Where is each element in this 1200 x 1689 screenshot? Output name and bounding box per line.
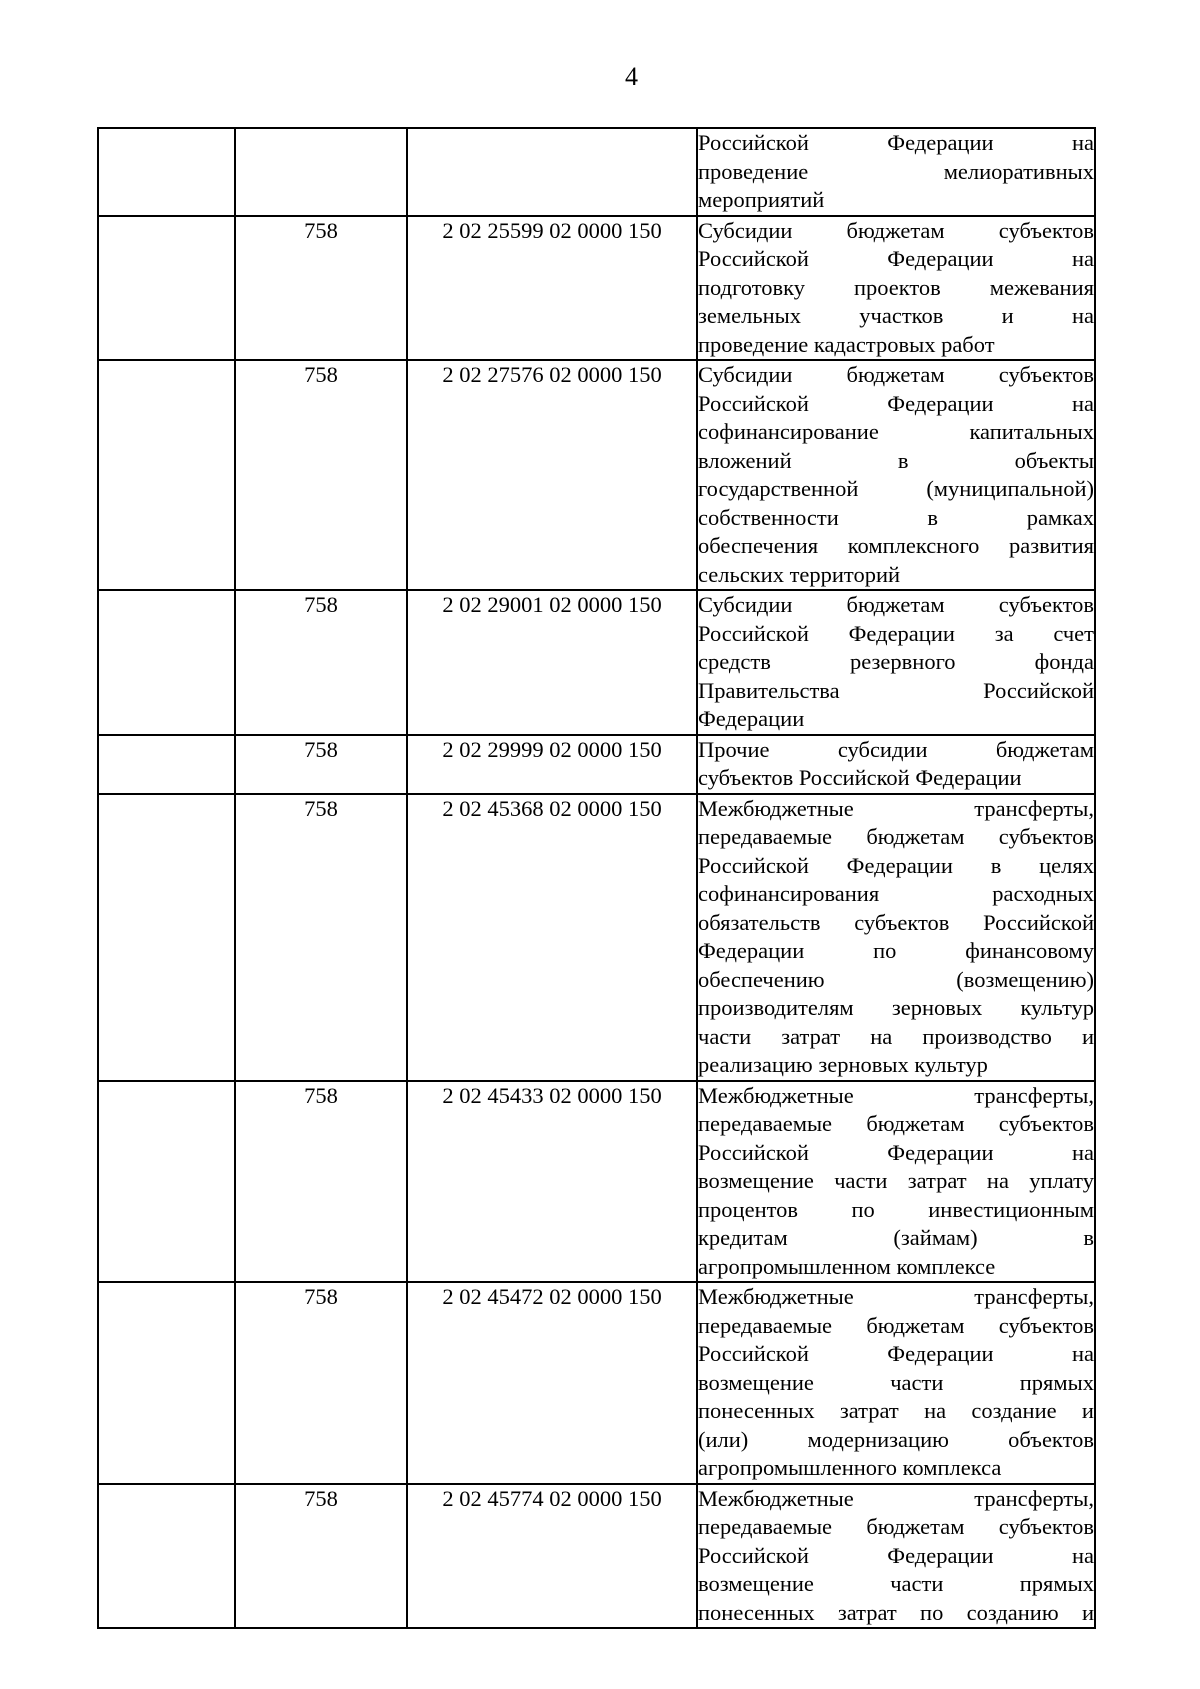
- description-line: [698, 158, 1094, 187]
- description-line: агропромышленного комплекса: [698, 1455, 1002, 1480]
- empty-cell: [98, 590, 235, 735]
- description-word: прямых: [1019, 1369, 1094, 1395]
- description-line: [698, 1224, 1094, 1253]
- description-word: и: [1081, 1599, 1094, 1625]
- description-word: софинансирование: [698, 419, 879, 444]
- description-word: средств: [698, 649, 771, 674]
- description-word: затрат: [907, 1168, 967, 1193]
- description-line: [698, 677, 1094, 706]
- description-word: государственной: [698, 476, 859, 501]
- description-word: проведение: [698, 158, 809, 184]
- description-word: трансферты,: [974, 795, 1094, 821]
- description-word: объектов: [1008, 1426, 1094, 1452]
- description-word: субъектов: [998, 362, 1094, 387]
- description-word: (займам): [893, 1225, 978, 1250]
- description-word: мелиоративных: [943, 158, 1094, 184]
- table-row: [98, 590, 1095, 735]
- admin-code-cell: 758: [235, 590, 407, 735]
- description-line: [698, 736, 1094, 765]
- description-line: [698, 880, 1094, 909]
- description-cell: [697, 735, 1095, 794]
- table-row: [98, 216, 1095, 361]
- table-row: [98, 794, 1095, 1081]
- kbk-code-cell: 2 02 29001 02 0000 150: [407, 590, 697, 735]
- description-line: [698, 1110, 1094, 1139]
- description-word: фонда: [1034, 649, 1094, 674]
- description-line: [698, 1485, 1094, 1514]
- table-row: [98, 360, 1095, 590]
- description-word: передаваемые: [698, 1514, 833, 1539]
- description-word: Субсидии: [698, 217, 793, 243]
- description-word: затрат: [781, 1023, 841, 1049]
- description-cell: [697, 128, 1095, 216]
- description-line: [698, 852, 1094, 881]
- description-line: [698, 1570, 1094, 1599]
- empty-cell: [98, 794, 235, 1081]
- description-word: Российской: [698, 852, 809, 878]
- description-line: [698, 1167, 1094, 1196]
- description-word: передаваемые: [698, 824, 833, 849]
- description-line: субъектов Российской Федерации: [698, 765, 1022, 790]
- description-word: прямых: [1019, 1571, 1094, 1596]
- description-word: субъектов: [998, 1111, 1094, 1136]
- table-row: [98, 1081, 1095, 1283]
- description-word: на: [870, 1023, 893, 1049]
- description-word: рамках: [1026, 504, 1094, 530]
- description-word: Российской: [698, 246, 809, 271]
- admin-code-cell: 758: [235, 216, 407, 361]
- description-word: процентов: [698, 1196, 799, 1222]
- description-line: [698, 1426, 1094, 1455]
- description-word: обеспечения: [698, 533, 819, 558]
- kbk-code-cell: 2 02 29999 02 0000 150: [407, 735, 697, 794]
- description-line: [698, 390, 1094, 419]
- description-word: создание: [971, 1398, 1057, 1423]
- description-line: [698, 447, 1094, 476]
- description-word: и: [1081, 1023, 1094, 1049]
- kbk-code-cell: [407, 128, 697, 216]
- description-word: обеспечению: [698, 966, 825, 992]
- admin-code-cell: 758: [235, 794, 407, 1081]
- description-word: бюджетам: [846, 362, 945, 387]
- description-word: счет: [1053, 620, 1094, 646]
- table-row: [98, 1484, 1095, 1629]
- description-line: [698, 274, 1094, 303]
- description-word: на: [1071, 246, 1094, 271]
- description-word: собственности: [698, 504, 839, 530]
- admin-code-cell: 758: [235, 1282, 407, 1484]
- description-word: бюджетам: [866, 1514, 965, 1539]
- description-word: обязательств: [698, 909, 821, 935]
- description-line: [698, 475, 1094, 504]
- description-word: передаваемые: [698, 1111, 833, 1136]
- description-word: проектов: [853, 274, 941, 300]
- description-line: [698, 1023, 1094, 1052]
- revenue-codes-table: [97, 127, 1096, 1629]
- description-cell: [697, 1282, 1095, 1484]
- description-line: [698, 823, 1094, 852]
- description-word: субъектов: [998, 592, 1094, 617]
- description-word: по: [873, 938, 897, 963]
- description-word: расходных: [992, 881, 1094, 906]
- description-word: возмещение: [698, 1571, 814, 1596]
- description-word: Федерации: [887, 130, 994, 155]
- description-word: возмещение: [698, 1369, 814, 1395]
- description-word: Федерации: [848, 620, 955, 646]
- description-line: [698, 504, 1094, 533]
- description-word: части: [890, 1369, 944, 1395]
- description-cell: [697, 360, 1095, 590]
- description-word: Федерации: [887, 1139, 994, 1165]
- description-word: участков: [859, 303, 944, 328]
- empty-cell: [98, 735, 235, 794]
- description-line: [698, 1082, 1094, 1111]
- description-word: трансферты,: [974, 1485, 1094, 1511]
- description-word: Федерации: [846, 852, 953, 878]
- description-line: [698, 966, 1094, 995]
- description-word: затрат: [839, 1398, 899, 1423]
- description-word: софинансирования: [698, 881, 880, 906]
- description-word: субъектов: [854, 909, 950, 935]
- description-word: части: [890, 1571, 944, 1596]
- description-line: [698, 1139, 1094, 1168]
- description-line: сельских территорий: [698, 561, 901, 587]
- description-word: межевания: [989, 274, 1094, 300]
- description-line: [698, 129, 1094, 158]
- description-line: [698, 1513, 1094, 1542]
- description-word: капитальных: [969, 419, 1094, 444]
- kbk-code-cell: 2 02 45472 02 0000 150: [407, 1282, 697, 1484]
- description-line: проведение кадастровых работ: [698, 331, 995, 357]
- admin-code-cell: [235, 128, 407, 216]
- description-word: Межбюджетные: [698, 1284, 854, 1309]
- description-line: [698, 937, 1094, 966]
- description-word: на: [1071, 1139, 1094, 1165]
- description-word: на: [986, 1168, 1009, 1193]
- description-line: [698, 591, 1094, 620]
- description-word: Правительства: [698, 677, 840, 703]
- description-word: трансферты,: [974, 1082, 1094, 1108]
- empty-cell: [98, 1484, 235, 1629]
- description-line: [698, 1312, 1094, 1341]
- table-row: [98, 735, 1095, 794]
- description-line: [698, 217, 1094, 246]
- description-line: [698, 1196, 1094, 1225]
- table-body: [98, 128, 1095, 1628]
- description-word: понесенных: [698, 1398, 815, 1423]
- description-cell: [697, 1081, 1095, 1283]
- table-row: [98, 128, 1095, 216]
- description-word: вложений: [698, 447, 792, 473]
- description-word: Федерации: [887, 1542, 994, 1568]
- description-word: культур: [1020, 995, 1094, 1020]
- kbk-code-cell: 2 02 45368 02 0000 150: [407, 794, 697, 1081]
- description-word: бюджетам: [866, 824, 965, 849]
- description-word: по: [920, 1599, 944, 1625]
- empty-cell: [98, 1081, 235, 1283]
- description-cell: [697, 1484, 1095, 1629]
- description-word: Федерации: [698, 938, 805, 963]
- description-word: Российской: [698, 390, 809, 416]
- description-word: и: [1001, 303, 1014, 328]
- description-word: бюджетам: [866, 1111, 965, 1136]
- description-cell: [697, 590, 1095, 735]
- description-word: (или): [698, 1426, 749, 1452]
- description-line: [698, 1340, 1094, 1369]
- description-word: части: [834, 1168, 888, 1193]
- description-word: инвестиционным: [928, 1196, 1094, 1222]
- kbk-code-cell: 2 02 45774 02 0000 150: [407, 1484, 697, 1629]
- description-word: на: [924, 1398, 947, 1423]
- description-word: субъектов: [998, 1312, 1094, 1338]
- description-line: [698, 245, 1094, 274]
- description-word: объекты: [1014, 447, 1094, 473]
- admin-code-cell: 758: [235, 1484, 407, 1629]
- description-word: Субсидии: [698, 592, 793, 617]
- description-word: в: [990, 852, 1002, 878]
- description-word: Российской: [698, 130, 809, 155]
- description-word: Федерации: [887, 246, 994, 271]
- description-word: субъектов: [998, 1514, 1094, 1539]
- description-line: [698, 994, 1094, 1023]
- description-line: [698, 1599, 1094, 1628]
- description-word: субсидии: [837, 736, 928, 762]
- description-word: зерновых: [891, 995, 983, 1020]
- description-word: Прочие: [698, 736, 770, 762]
- description-word: созданию: [966, 1599, 1059, 1625]
- description-word: Российской: [698, 620, 809, 646]
- description-word: по: [851, 1196, 875, 1222]
- description-word: целях: [1039, 852, 1094, 878]
- description-line: [698, 302, 1094, 331]
- description-word: на: [1071, 1341, 1094, 1366]
- description-word: возмещение: [698, 1168, 814, 1193]
- description-word: Межбюджетные: [698, 795, 854, 821]
- kbk-code-cell: 2 02 27576 02 0000 150: [407, 360, 697, 590]
- description-line: [698, 418, 1094, 447]
- table-row: [98, 1282, 1095, 1484]
- description-word: в: [927, 504, 939, 530]
- description-word: на: [1071, 130, 1094, 155]
- description-word: Федерации: [887, 390, 994, 416]
- description-word: Российской: [698, 1341, 809, 1366]
- description-word: трансферты,: [974, 1284, 1094, 1309]
- description-word: развития: [1008, 533, 1094, 558]
- description-word: производство: [922, 1023, 1052, 1049]
- description-word: (возмещению): [956, 966, 1094, 992]
- description-line: [698, 648, 1094, 677]
- description-word: кредитам: [698, 1225, 788, 1250]
- description-word: бюджетам: [846, 592, 945, 617]
- admin-code-cell: 758: [235, 735, 407, 794]
- description-line: [698, 1542, 1094, 1571]
- description-word: Межбюджетные: [698, 1082, 854, 1108]
- description-line: Федерации: [698, 706, 805, 731]
- description-word: модернизацию: [807, 1426, 949, 1452]
- description-word: субъектов: [998, 217, 1094, 243]
- description-word: субъектов: [998, 824, 1094, 849]
- empty-cell: [98, 216, 235, 361]
- empty-cell: [98, 360, 235, 590]
- description-line: [698, 909, 1094, 938]
- description-word: понесенных: [698, 1599, 815, 1625]
- description-word: за: [994, 620, 1014, 646]
- description-line: [698, 795, 1094, 824]
- description-word: Межбюджетные: [698, 1485, 854, 1511]
- description-word: подготовку: [698, 274, 805, 300]
- description-line: [698, 1397, 1094, 1426]
- admin-code-cell: 758: [235, 360, 407, 590]
- description-word: Субсидии: [698, 362, 793, 387]
- description-line: [698, 1369, 1094, 1398]
- description-word: на: [1071, 1542, 1094, 1568]
- description-word: в: [897, 447, 909, 473]
- description-word: бюджетам: [866, 1312, 965, 1338]
- page-number: 4: [625, 62, 638, 91]
- description-word: комплексного: [847, 533, 980, 558]
- description-word: финансовому: [965, 938, 1094, 963]
- description-cell: [697, 216, 1095, 361]
- description-word: в: [1083, 1225, 1094, 1250]
- description-word: и: [1081, 1398, 1094, 1423]
- description-line: агропромышленном комплексе: [698, 1253, 996, 1279]
- description-word: части: [698, 1023, 752, 1049]
- description-word: бюджетам: [995, 736, 1094, 762]
- description-line: [698, 1283, 1094, 1312]
- description-word: Российской: [698, 1139, 809, 1165]
- description-line: реализацию зерновых культур: [698, 1052, 988, 1077]
- description-word: Российской: [698, 1542, 809, 1568]
- description-line: [698, 620, 1094, 649]
- description-line: мероприятий: [698, 187, 825, 212]
- description-word: бюджетам: [846, 217, 945, 243]
- kbk-code-cell: 2 02 45433 02 0000 150: [407, 1081, 697, 1283]
- description-cell: [697, 794, 1095, 1081]
- admin-code-cell: 758: [235, 1081, 407, 1283]
- description-word: Российской: [983, 677, 1094, 703]
- description-word: (муниципальной): [926, 476, 1094, 501]
- kbk-code-cell: 2 02 25599 02 0000 150: [407, 216, 697, 361]
- description-word: на: [1071, 303, 1094, 328]
- description-word: передаваемые: [698, 1312, 833, 1338]
- description-word: Российской: [983, 909, 1094, 935]
- description-word: на: [1071, 390, 1094, 416]
- description-line: [698, 361, 1094, 390]
- description-line: [698, 532, 1094, 561]
- description-word: Федерации: [887, 1341, 994, 1366]
- description-word: резервного: [850, 649, 956, 674]
- description-word: производителям: [698, 995, 854, 1020]
- description-word: земельных: [698, 303, 801, 328]
- empty-cell: [98, 128, 235, 216]
- description-word: затрат: [837, 1599, 897, 1625]
- description-word: уплату: [1029, 1168, 1094, 1193]
- empty-cell: [98, 1282, 235, 1484]
